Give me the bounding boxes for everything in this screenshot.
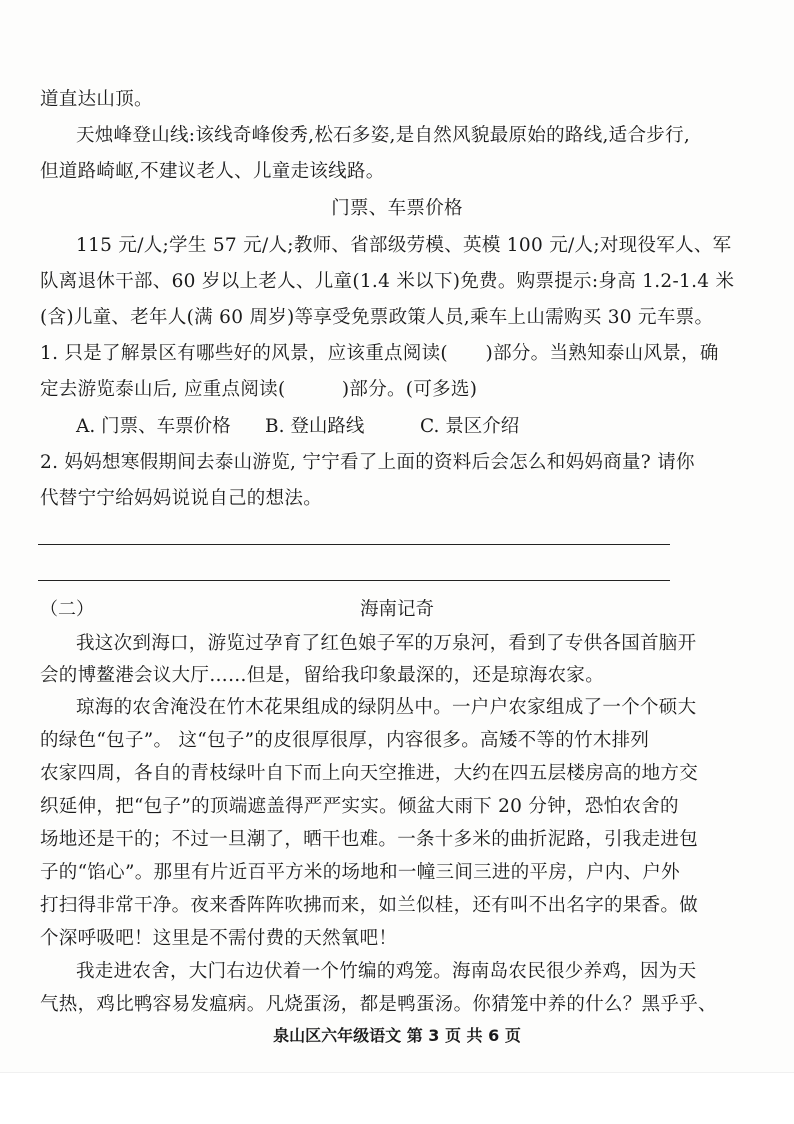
question-2-line-2: 代替宁宁给妈妈说说自己的想法。 bbox=[40, 488, 323, 509]
option-b: B. 登山路线 bbox=[265, 416, 365, 437]
passage-line-1: 我这次到海口，游览过孕育了红色娘子军的万泉河，看到了专供各国首脑开 bbox=[76, 633, 697, 654]
passage-line-4: 的绿色“包子”。 这“包子”的皮很厚很厚，内容很多。高矮不等的竹木排列 bbox=[40, 730, 650, 751]
bottom-margin bbox=[0, 1072, 794, 1124]
section-number: （二） bbox=[40, 599, 94, 620]
page-footer: 泉山区六年级语文 第 3 页 共 6 页 bbox=[273, 1026, 521, 1045]
passage-line-6: 织延伸，把“包子”的顶端遮盖得严严实实。倾盆大雨下 20 分钟，恐怕农舍的 bbox=[40, 796, 679, 817]
text-line-4: 115 元/人;学生 57 元/人;教师、省部级劳模、英模 100 元/人;对现役军人、军 bbox=[76, 235, 732, 256]
passage-line-3: 琼海的农舍淹没在竹木花果组成的绿阴丛中。一户户农家组成了一个个硕大 bbox=[76, 697, 697, 718]
text-line-1: 道直达山顶。 bbox=[40, 89, 153, 110]
text-line-5: 队离退休干部、60 岁以上老人、儿童(1.4 米以下)免费。购票提示:身高 1.2-1.4 米 bbox=[40, 271, 735, 292]
passage-line-2: 会的博鳌港会议大厅……但是，留给我印象最深的，还是琼海农家。 bbox=[40, 665, 605, 686]
question-1-line-2: 定去游览泰山后, 应重点阅读( )部分。(可多选) bbox=[40, 379, 478, 400]
passage-line-9: 打扫得非常干净。夜来香阵阵吹拂而来，如兰似桂，还有叫不出名字的果香。做 bbox=[40, 895, 699, 916]
question-1-line-1: 1. 只是了解景区有哪些好的风景，应该重点阅读( )部分。当熟知泰山风景，确 bbox=[40, 343, 719, 364]
passage-line-12: 气热，鸡比鸭容易发瘟病。凡烧蛋汤，都是鸭蛋汤。你猜笼中养的什么？黑乎乎、 bbox=[40, 994, 717, 1015]
passage-line-11: 我走进农舍，大门右边伏着一个竹编的鸡笼。海南岛农民很少养鸡，因为天 bbox=[76, 961, 697, 982]
passage-line-10: 个深呼吸吧！这里是不需付费的天然氧吧！ bbox=[40, 928, 398, 949]
passage-line-8: 子的“馅心”。那里有片近百平方米的场地和一幢三间三进的平房，户内、户外 bbox=[40, 862, 680, 883]
passage-title: 海南记奇 bbox=[359, 599, 434, 620]
section-heading-prices: 门票、车票价格 bbox=[331, 198, 463, 219]
answer-line-2[interactable] bbox=[38, 580, 670, 581]
text-line-6: (含)儿童、老年人(满 60 周岁)等享受免票政策人员,乘车上山需购买 30 元车票。 bbox=[40, 307, 714, 328]
question-2-line-1: 2. 妈妈想寒假期间去泰山游览, 宁宁看了上面的资料后会怎么和妈妈商量? 请你 bbox=[40, 452, 695, 473]
text-line-3: 但道路崎岖,不建议老人、儿童走该线路。 bbox=[40, 161, 385, 182]
answer-line-1[interactable] bbox=[38, 544, 670, 545]
option-c: C. 景区介绍 bbox=[420, 416, 520, 437]
passage-line-5: 农家四周，各自的青枝绿叶自下而上向天空推进，大约在四五层楼房高的地方交 bbox=[40, 763, 699, 784]
passage-line-7: 场地还是干的；不过一旦潮了，晒干也难。一条十多米的曲折泥路，引我走进包 bbox=[40, 829, 699, 850]
option-a: A. 门票、车票价格 bbox=[76, 416, 231, 437]
text-line-2: 天烛峰登山线:该线奇峰俊秀,松石多姿,是自然风貌最原始的路线,适合步行, bbox=[76, 125, 691, 146]
